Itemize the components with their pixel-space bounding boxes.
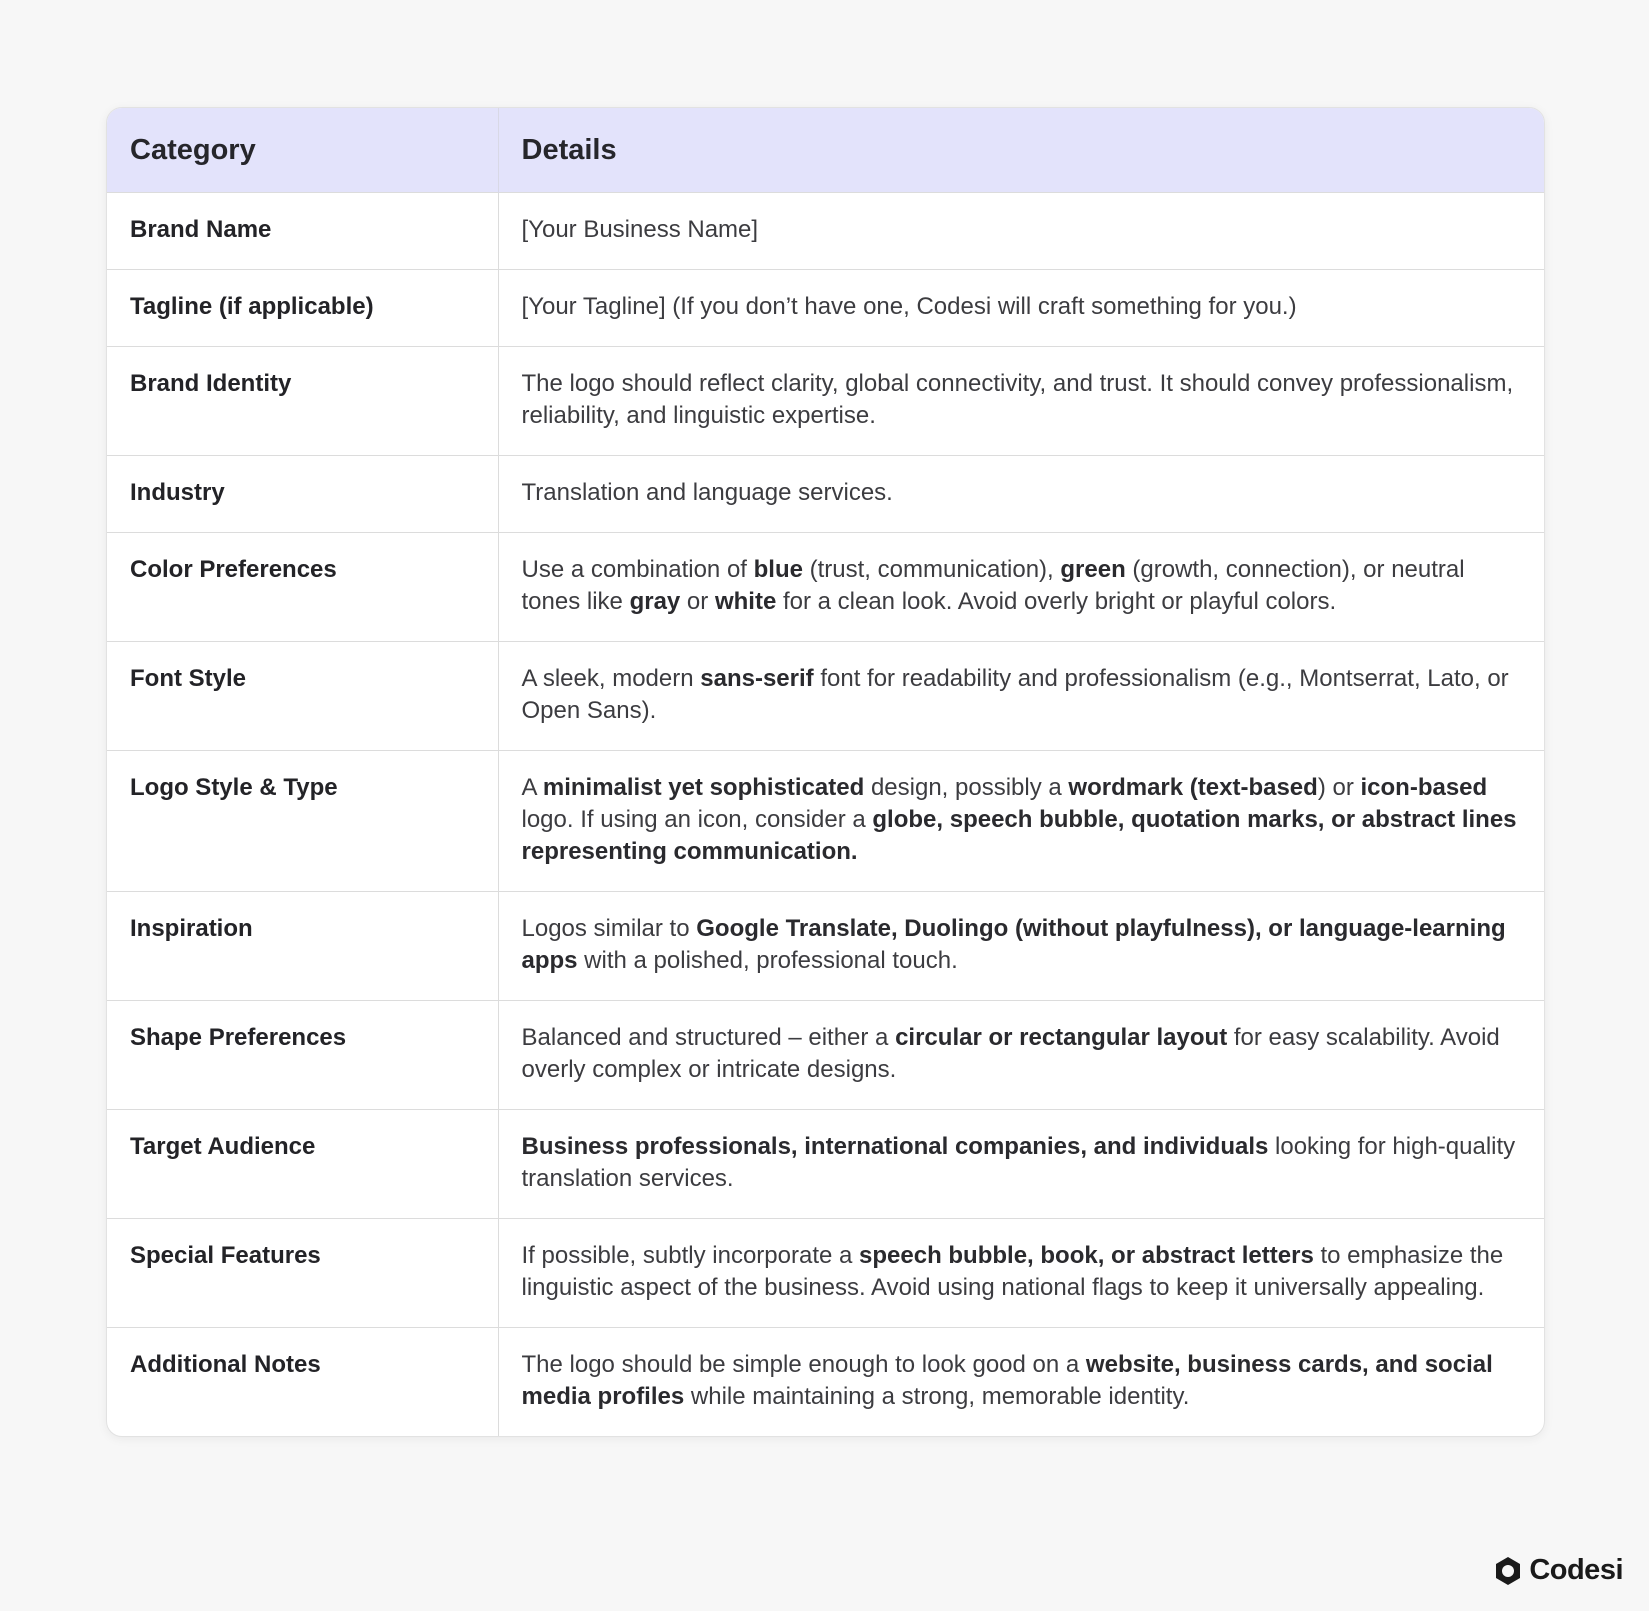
table-row	[107, 347, 1544, 456]
row-category: Target Audience	[107, 1110, 498, 1219]
details-bold-text: icon-based	[1360, 774, 1488, 801]
details-bold-text: sans-serif	[700, 665, 814, 692]
table-body	[107, 193, 1544, 1437]
details-text: Use a combination of	[521, 556, 754, 583]
row-category: Shape Preferences	[107, 1001, 498, 1110]
row-details	[498, 193, 1544, 270]
details-bold-text: circular or rectangular layout	[895, 1024, 1228, 1051]
row-details	[498, 1001, 1544, 1110]
details-text: ) or	[1317, 774, 1361, 801]
row-details	[498, 347, 1544, 456]
table-row	[107, 1219, 1544, 1328]
codesi-logo-icon	[1493, 1556, 1523, 1586]
details-text: A sleek, modern	[521, 665, 701, 692]
details-text: while maintaining a strong, memorable identity.	[684, 1383, 1190, 1410]
logo-brief-table	[107, 108, 1544, 1436]
details-text: design, possibly a	[864, 774, 1069, 801]
row-category: Tagline (if applicable)	[107, 270, 498, 347]
details-text: Balanced and structured – either a	[521, 1024, 896, 1051]
details-text: or	[680, 588, 715, 615]
table-header-row	[107, 108, 1544, 193]
details-bold-text: minimalist yet sophisticated	[542, 774, 865, 801]
row-category: Inspiration	[107, 892, 498, 1001]
details-bold-text: green	[1060, 556, 1126, 583]
details-bold-text: website, business cards, and social media profiles	[521, 1351, 1493, 1410]
table-row	[107, 1001, 1544, 1110]
row-category: Special Features	[107, 1219, 498, 1328]
row-category: Logo Style & Type	[107, 751, 498, 892]
details-bold-text: globe, speech bubble, quotation marks, or abstract lines representing communication.	[521, 806, 1517, 865]
table-row	[107, 892, 1544, 1001]
table-row	[107, 1110, 1544, 1219]
details-bold-text: gray	[629, 588, 681, 615]
brand-name: Codesi	[1529, 1554, 1623, 1586]
table-row	[107, 642, 1544, 751]
row-details	[498, 1328, 1544, 1437]
table-row	[107, 751, 1544, 892]
row-category: Industry	[107, 456, 498, 533]
details-text: for a clean look. Avoid overly bright or playful colors.	[776, 588, 1337, 615]
table-row	[107, 1328, 1544, 1437]
details-text: logo. If using an icon, consider a	[521, 806, 873, 833]
details-text: font for readability and professionalism (e.g., Montserrat, Lato, or Open Sans).	[521, 665, 1509, 724]
row-category: Font Style	[107, 642, 498, 751]
details-bold-text: white	[714, 588, 777, 615]
logo-brief-card	[106, 107, 1545, 1437]
table-row	[107, 456, 1544, 533]
row-category: Color Preferences	[107, 533, 498, 642]
details-text: with a polished, professional touch.	[577, 947, 958, 974]
row-category: Brand Identity	[107, 347, 498, 456]
details-text: The logo should reflect clarity, global connectivity, and trust. It should convey professionalism, reliability, and linguistic expertise.	[521, 370, 1514, 429]
details-text: (growth, connection), or neutral tones like	[521, 556, 1465, 615]
details-text: [Your Tagline] (If you don’t have one, Codesi will craft something for you.)	[521, 293, 1297, 320]
row-details	[498, 1110, 1544, 1219]
details-bold-text: Google Translate, Duolingo (without playfulness), or language-learning apps	[521, 915, 1506, 974]
row-category: Brand Name	[107, 193, 498, 270]
row-details	[498, 270, 1544, 347]
details-bold-text: Business professionals, international companies, and individuals	[521, 1133, 1269, 1160]
brand-footer	[1493, 1554, 1623, 1587]
header-details: Details	[498, 108, 1544, 193]
details-text: If possible, subtly incorporate a	[521, 1242, 860, 1269]
row-details	[498, 642, 1544, 751]
details-text: The logo should be simple enough to look good on a	[521, 1351, 1086, 1378]
header-category: Category	[107, 108, 498, 193]
table-row	[107, 270, 1544, 347]
details-text: looking for high-quality translation services.	[521, 1133, 1516, 1192]
row-details	[498, 751, 1544, 892]
details-bold-text: blue	[753, 556, 803, 583]
details-text: A	[521, 774, 543, 801]
table-row	[107, 193, 1544, 270]
row-category: Additional Notes	[107, 1328, 498, 1437]
details-bold-text: wordmark (text-based	[1068, 774, 1318, 801]
details-text: Logos similar to	[521, 915, 697, 942]
row-details	[498, 533, 1544, 642]
details-text: (trust, communication),	[802, 556, 1061, 583]
row-details	[498, 892, 1544, 1001]
row-details	[498, 1219, 1544, 1328]
table-row	[107, 533, 1544, 642]
details-text: for easy scalability. Avoid overly complex or intricate designs.	[521, 1024, 1500, 1083]
details-text: to emphasize the linguistic aspect of the business. Avoid using national flags to keep it universally appealing.	[521, 1242, 1504, 1301]
details-text: Translation and language services.	[521, 479, 893, 506]
details-bold-text: speech bubble, book, or abstract letters	[859, 1242, 1314, 1269]
details-text: [Your Business Name]	[521, 216, 759, 243]
row-details	[498, 456, 1544, 533]
